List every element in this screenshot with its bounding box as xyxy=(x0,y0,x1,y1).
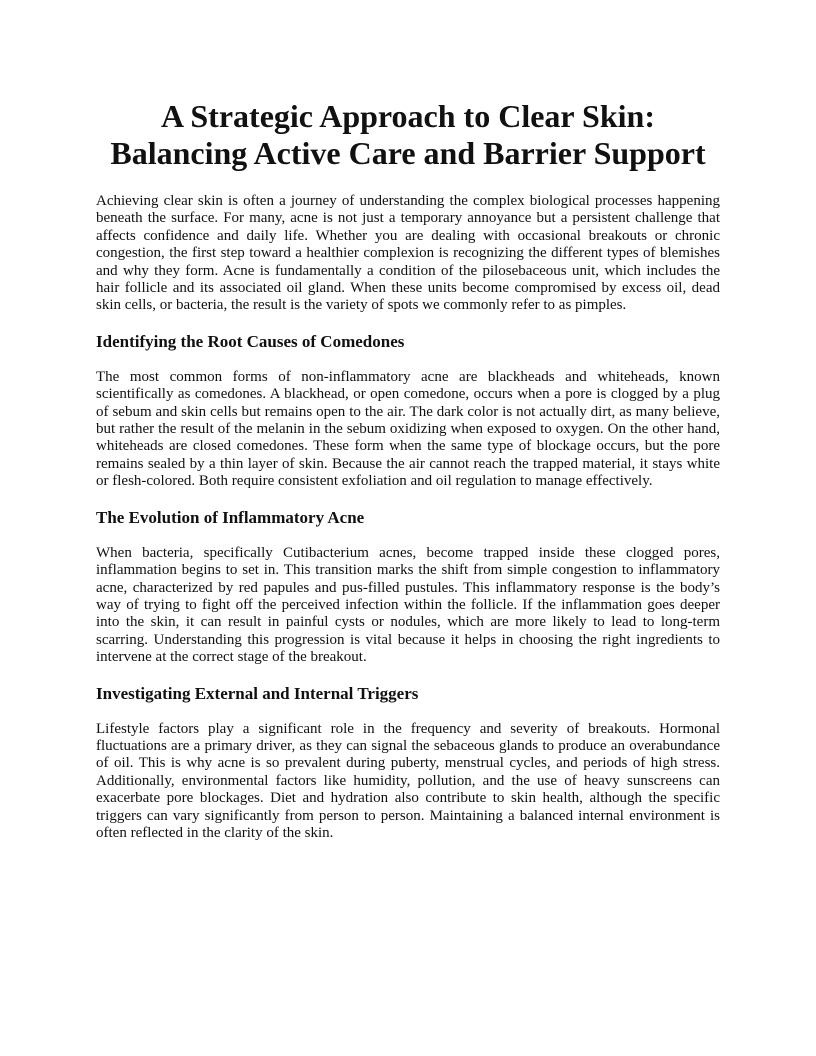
section-heading: Investigating External and Internal Triggers xyxy=(96,683,419,703)
section-heading: The Evolution of Inflammatory Acne xyxy=(96,507,365,527)
document-page xyxy=(96,98,720,842)
title-line-1: A Strategic Approach to Clear Skin: xyxy=(161,98,655,134)
section-body: The most common forms of non-inflammatory acne are blackheads and whiteheads, known scientifically as comedones. A blackhead, or open comedone, occurs when a pore is clogged by a plug of sebum and skin cells but remains open to the air. The dark color is not actually dirt, as many believe, but rather the result of the melanin in the sebum oxidizing when exposed to oxygen. On the other hand, whiteheads are closed comedones. These form when the same type of blockage occurs, but the pore remains sealed by a thin layer of skin. Because the air cannot reach the trapped material, it stays white or flesh-colored. Both require consistent exfoliation and oil regulation to manage effectively. xyxy=(96,368,720,490)
section-body: Lifestyle factors play a significant role in the frequency and severity of breakouts. Hormonal fluctuations are a primary driver, as they can signal the sebaceous glands to produce an overabundance of oil. This is why acne is so prevalent during puberty, menstrual cycles, and periods of high stress. Additionally, environmental factors like humidity, pollution, and the use of heavy sunscreens can exacerbate pore blockages. Diet and hydration also contribute to skin health, although the specific triggers can vary significantly from person to person. Maintaining a balanced internal environment is often reflected in the clarity of the skin. xyxy=(96,720,720,841)
section-inflammatory-acne xyxy=(96,507,720,667)
document-title xyxy=(96,98,720,172)
intro-paragraph: Achieving clear skin is often a journey of understanding the complex biological processes happening beneath the surface. For many, acne is not just a temporary annoyance but a persistent challenge that affects confidence and daily life. Whether you are dealing with occasional breakouts or chronic congestion, the first step toward a healthier complexion is recognizing the different types of blemishes and why they form. Acne is fundamentally a condition of the pilosebaceous unit, which includes the hair follicle and its associated oil gland. When these units become compromised by excess oil, dead skin cells, or bacteria, the result is the variety of spots we commonly refer to as pimples. xyxy=(96,193,720,314)
section-body: When bacteria, specifically Cutibacterium acnes, become trapped inside these clogged pores, inflammation begins to set in. This transition marks the shift from simple congestion to inflammatory acne, characterized by red papules and pus-filled pustules. This inflammatory response is the body’s way of trying to fight off the perceived infection within the follicle. If the inflammation goes deeper into the skin, it can result in painful cysts or nodules, which are more likely to lead to long-term scarring. Understanding this progression is vital because it helps in choosing the right ingredients to intervene at the correct stage of the breakout. xyxy=(96,544,720,666)
section-heading: Identifying the Root Causes of Comedones xyxy=(96,331,405,351)
section-triggers xyxy=(96,683,720,843)
section-comedones xyxy=(96,331,720,491)
title-line-2: Balancing Active Care and Barrier Support xyxy=(110,135,706,171)
